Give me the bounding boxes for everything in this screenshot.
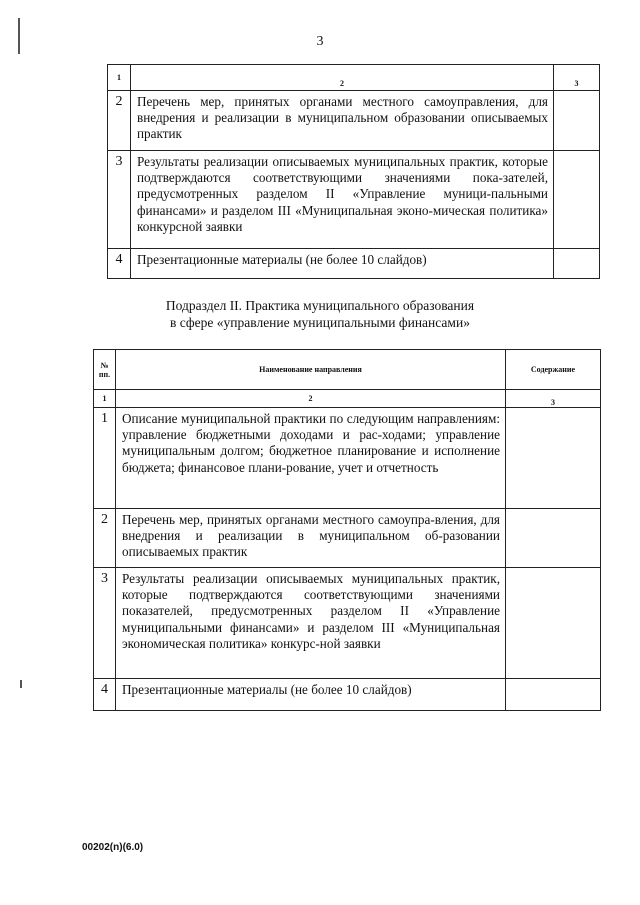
row-content: [554, 151, 600, 249]
header-col-2: 2: [116, 390, 506, 408]
header-col-3: 3: [554, 65, 600, 91]
table-row: [94, 568, 601, 679]
row-text: Результаты реализации описываемых муниципальных практик, которые подтверждаются соответствующими значениями пока-зателей, предусмотренных разделом II «Управление муници-пальными финансами» и разделом III «Муниципальная эконо-мическая политика» конкурсной заявки: [131, 151, 554, 249]
header-col-1: 1: [108, 65, 131, 91]
header-col-2: 2: [131, 65, 554, 91]
scan-mark-left-lower: [20, 680, 22, 688]
row-content: [506, 509, 601, 568]
row-content: [506, 408, 601, 509]
table-row: [94, 679, 601, 711]
row-number: 2: [108, 91, 131, 151]
row-content: [506, 568, 601, 679]
header-num: № пп.: [94, 350, 116, 390]
row-content: [554, 91, 600, 151]
row-text: Описание муниципальной практики по следующим направлениям: управление бюджетными доходами и рас-ходами; управление муниципальным долгом; бюджетное планирование и исполнение бюджета; финансовое плани-рование, учет и отчетность: [116, 408, 506, 509]
row-number: 4: [94, 679, 116, 711]
row-number: 4: [108, 249, 131, 279]
subsection-title: [0, 298, 640, 331]
table-row: [94, 408, 601, 509]
table-row: [108, 91, 600, 151]
row-number: 3: [94, 568, 116, 679]
table-row: [108, 151, 600, 249]
table-1: [107, 64, 600, 279]
document-code: 00202(n)(6.0): [82, 842, 144, 853]
header-col-3: 3: [506, 390, 601, 408]
row-content: [506, 679, 601, 711]
row-text: Перечень мер, принятых органами местного самоупра-вления, для внедрения и реализации в муниципальном об-разовании описываемых практик: [116, 509, 506, 568]
row-text: Результаты реализации описываемых муниципальных практик, которые подтверждаются соответствующими значениями показателей, предусмотренных разделом II «Управление муниципальными финансами» и разделом III «Муниципальная экономическая политика» конкурс-ной заявки: [116, 568, 506, 679]
header-name: Наименование направления: [116, 350, 506, 390]
subsection-title-line-1: Подраздел II. Практика муниципального образования: [165, 298, 475, 313]
header-content: Содержание: [506, 350, 601, 390]
row-content: [554, 249, 600, 279]
row-number: 2: [94, 509, 116, 568]
row-number: 1: [94, 408, 116, 509]
page-number: 3: [316, 34, 324, 49]
row-text: Перечень мер, принятых органами местного самоуправления, для внедрения и реализации в муниципальном образовании описываемых практик: [131, 91, 554, 151]
row-text: Презентационные материалы (не более 10 слайдов): [131, 249, 554, 279]
table-column-number-row: [94, 390, 601, 408]
subsection-title-line-2: в сфере «управление муниципальными финансами»: [170, 314, 470, 330]
table-header-row: [108, 65, 600, 91]
table-header-row: [94, 350, 601, 390]
table-row: [94, 509, 601, 568]
table-2: [93, 349, 601, 711]
header-col-1: 1: [94, 390, 116, 408]
table-row: [108, 249, 600, 279]
row-text: Презентационные материалы (не более 10 слайдов): [116, 679, 506, 711]
row-number: 3: [108, 151, 131, 249]
